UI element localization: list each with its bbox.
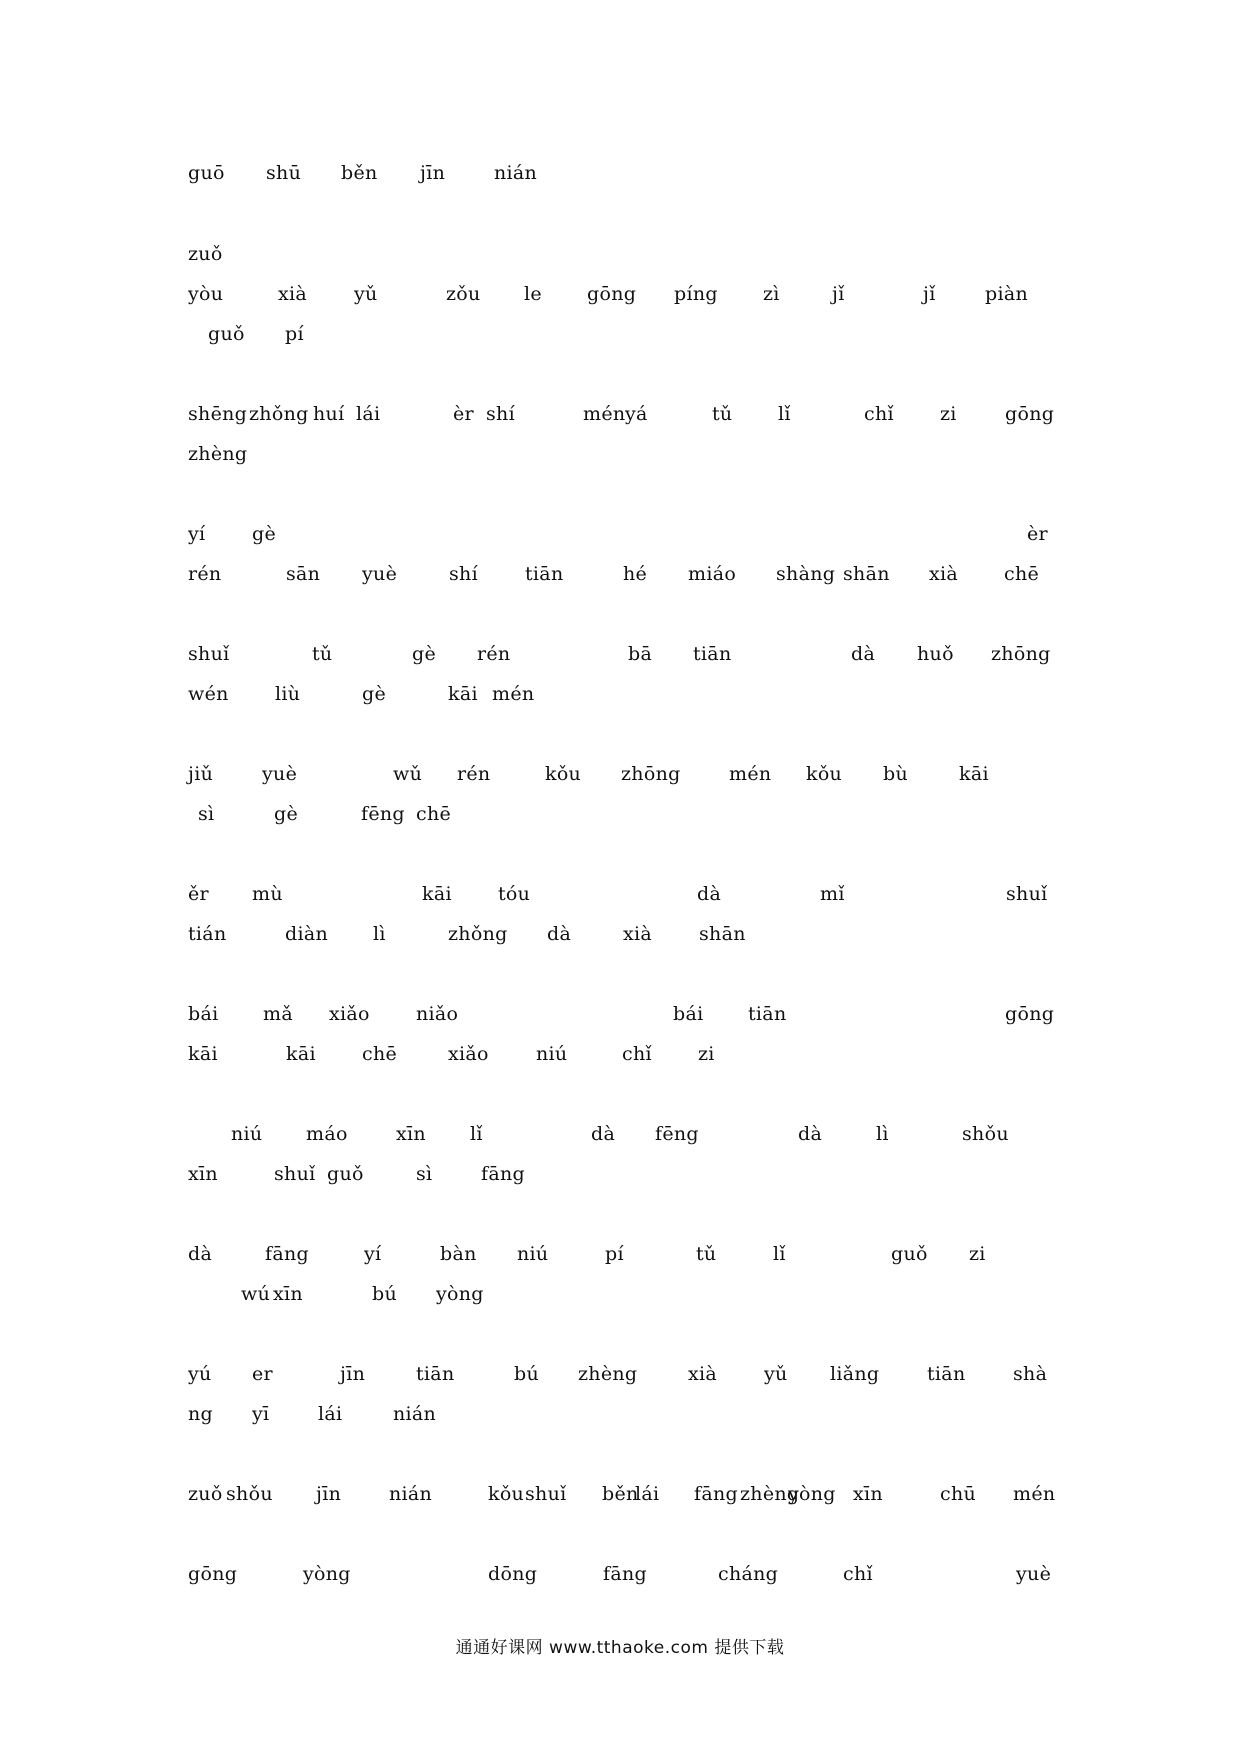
pinyin-syllable: niǎo bbox=[416, 1003, 459, 1025]
pinyin-syllable: dà bbox=[188, 1243, 213, 1265]
pinyin-syllable: liù bbox=[275, 683, 301, 705]
pinyin-syllable: xiǎo bbox=[448, 1043, 489, 1065]
pinyin-syllable: chū bbox=[940, 1483, 977, 1505]
pinyin-syllable: bàn bbox=[440, 1243, 477, 1265]
pinyin-syllable: zuǒ bbox=[188, 1483, 223, 1505]
pinyin-syllable: jǐ bbox=[923, 283, 936, 305]
pinyin-syllable: èr bbox=[1027, 523, 1048, 545]
pinyin-syllable: huí bbox=[313, 403, 345, 425]
pinyin-syllable: kāi bbox=[188, 1043, 218, 1065]
pinyin-syllable: jǐ bbox=[832, 283, 845, 305]
pinyin-syllable: yòng bbox=[788, 1483, 836, 1505]
pinyin-syllable: fēng bbox=[655, 1123, 699, 1145]
pinyin-syllable: gōng bbox=[188, 1563, 238, 1585]
pinyin-syllable: zhǒng bbox=[249, 403, 309, 425]
pinyin-syllable: tóu bbox=[498, 883, 531, 905]
pinyin-syllable: mén bbox=[583, 403, 626, 425]
pinyin-syllable: xīn bbox=[273, 1283, 303, 1305]
pinyin-syllable: mén bbox=[729, 763, 772, 785]
pinyin-syllable: cháng bbox=[718, 1563, 779, 1585]
pinyin-syllable: xīn bbox=[188, 1163, 218, 1185]
pinyin-syllable: kǒu bbox=[545, 763, 582, 785]
pinyin-syllable: shí bbox=[449, 563, 478, 585]
pinyin-syllable: shà bbox=[1013, 1363, 1048, 1385]
pinyin-syllable: bā bbox=[628, 643, 653, 665]
pinyin-syllable: zi bbox=[969, 1243, 986, 1265]
pinyin-syllable: rén bbox=[457, 763, 491, 785]
pinyin-syllable: shǒu bbox=[226, 1483, 273, 1505]
pinyin-syllable: dà bbox=[697, 883, 722, 905]
pinyin-syllable: ěr bbox=[188, 883, 209, 905]
pinyin-syllable: yuè bbox=[1016, 1563, 1052, 1585]
pinyin-line bbox=[0, 1042, 1240, 1072]
pinyin-syllable: chǐ bbox=[843, 1563, 873, 1585]
pinyin-syllable: chē bbox=[416, 803, 452, 825]
pinyin-line bbox=[0, 1282, 1240, 1312]
pinyin-syllable: yòng bbox=[303, 1563, 351, 1585]
pinyin-syllable: nián bbox=[389, 1483, 433, 1505]
pinyin-syllable: nián bbox=[494, 162, 538, 184]
pinyin-syllable: mén bbox=[492, 683, 535, 705]
pinyin-syllable: shū bbox=[266, 162, 302, 184]
pinyin-syllable: tǔ bbox=[696, 1243, 717, 1265]
pinyin-syllable: gōng bbox=[587, 283, 637, 305]
pinyin-line bbox=[0, 1482, 1240, 1512]
pinyin-line bbox=[0, 1122, 1240, 1152]
pinyin-syllable: le bbox=[524, 283, 542, 305]
pinyin-syllable: kǒu bbox=[488, 1483, 525, 1505]
pinyin-line bbox=[0, 1562, 1240, 1592]
pinyin-line bbox=[0, 682, 1240, 712]
pinyin-syllable: shān bbox=[843, 563, 890, 585]
pinyin-syllable: dà bbox=[547, 923, 572, 945]
pinyin-syllable: dà bbox=[591, 1123, 616, 1145]
pinyin-line bbox=[0, 322, 1240, 352]
pinyin-syllable: tián bbox=[188, 923, 227, 945]
pinyin-syllable: wén bbox=[188, 683, 229, 705]
pinyin-syllable: hé bbox=[623, 563, 648, 585]
pinyin-syllable: máo bbox=[306, 1123, 348, 1145]
pinyin-syllable: fāng bbox=[603, 1563, 647, 1585]
pinyin-syllable: lǐ bbox=[470, 1123, 483, 1145]
pinyin-syllable: chē bbox=[362, 1043, 398, 1065]
pinyin-syllable: jiǔ bbox=[188, 763, 214, 785]
pinyin-syllable: lái bbox=[318, 1403, 343, 1425]
pinyin-syllable: bái bbox=[188, 1003, 219, 1025]
pinyin-syllable: zhōng bbox=[991, 643, 1051, 665]
pinyin-syllable: guǒ bbox=[208, 323, 245, 345]
pinyin-syllable: bú bbox=[514, 1363, 539, 1385]
pinyin-syllable: yá bbox=[625, 403, 648, 425]
pinyin-syllable: yí bbox=[188, 523, 206, 545]
pinyin-syllable: lì bbox=[373, 923, 386, 945]
pinyin-syllable: xiǎo bbox=[329, 1003, 370, 1025]
pinyin-syllable: gōng bbox=[1005, 1003, 1055, 1025]
pinyin-syllable: kǒu bbox=[806, 763, 843, 785]
pinyin-syllable: xià bbox=[929, 563, 959, 585]
pinyin-syllable: shān bbox=[699, 923, 746, 945]
pinyin-syllable: nián bbox=[393, 1403, 437, 1425]
pinyin-syllable: mǐ bbox=[820, 883, 845, 905]
pinyin-line bbox=[0, 802, 1240, 832]
pinyin-syllable: shuǐ bbox=[274, 1163, 316, 1185]
pinyin-syllable: tiān bbox=[748, 1003, 787, 1025]
pinyin-syllable: zhèng bbox=[188, 443, 248, 465]
pinyin-syllable: yú bbox=[188, 1363, 212, 1385]
pinyin-syllable: niú bbox=[536, 1043, 568, 1065]
pinyin-syllable: er bbox=[252, 1363, 273, 1385]
pinyin-syllable: chǐ bbox=[622, 1043, 652, 1065]
pinyin-syllable: diàn bbox=[285, 923, 329, 945]
pinyin-syllable: shuǐ bbox=[188, 643, 230, 665]
pinyin-syllable: kāi bbox=[286, 1043, 316, 1065]
pinyin-syllable: gè bbox=[274, 803, 299, 825]
pinyin-syllable: sì bbox=[198, 803, 215, 825]
pinyin-syllable: lái bbox=[635, 1483, 660, 1505]
pinyin-line bbox=[0, 922, 1240, 952]
pinyin-syllable: niú bbox=[517, 1243, 549, 1265]
pinyin-syllable: yuè bbox=[262, 763, 298, 785]
pinyin-line bbox=[0, 282, 1240, 312]
pinyin-syllable: yī bbox=[252, 1403, 270, 1425]
pinyin-syllable: pí bbox=[605, 1243, 624, 1265]
pinyin-syllable: zuǒ bbox=[188, 243, 223, 265]
pinyin-syllable: ng bbox=[188, 1403, 213, 1425]
pinyin-line bbox=[0, 562, 1240, 592]
pinyin-syllable: lái bbox=[356, 403, 381, 425]
pinyin-syllable: shēng bbox=[188, 403, 248, 425]
pinyin-syllable: kāi bbox=[422, 883, 452, 905]
pinyin-syllable: shàng bbox=[776, 563, 836, 585]
pinyin-syllable: lì bbox=[876, 1123, 889, 1145]
pinyin-syllable: běn bbox=[341, 162, 378, 184]
pinyin-syllable: xià bbox=[623, 923, 653, 945]
pinyin-syllable: xià bbox=[278, 283, 308, 305]
pinyin-syllable: gè bbox=[252, 523, 277, 545]
pinyin-syllable: yí bbox=[364, 1243, 382, 1265]
pinyin-syllable: gōng bbox=[1005, 403, 1055, 425]
pinyin-syllable: fāng bbox=[694, 1483, 738, 1505]
pinyin-syllable: fāng bbox=[481, 1163, 525, 1185]
pinyin-syllable: shí bbox=[486, 403, 515, 425]
pinyin-syllable: fāng bbox=[265, 1243, 309, 1265]
pinyin-line bbox=[0, 762, 1240, 792]
pinyin-syllable: zì bbox=[763, 283, 780, 305]
pinyin-syllable: sì bbox=[416, 1163, 433, 1185]
pinyin-syllable: zǒu bbox=[446, 283, 481, 305]
pinyin-syllable: shuǐ bbox=[1006, 883, 1048, 905]
pinyin-syllable: zhǒng bbox=[448, 923, 508, 945]
pinyin-syllable: dà bbox=[798, 1123, 823, 1145]
pinyin-syllable: lǐ bbox=[773, 1243, 786, 1265]
pinyin-syllable: jīn bbox=[420, 162, 446, 184]
pinyin-syllable: xīn bbox=[853, 1483, 883, 1505]
pinyin-syllable: piàn bbox=[985, 283, 1029, 305]
pinyin-syllable: kāi bbox=[448, 683, 478, 705]
pinyin-syllable: yòng bbox=[436, 1283, 484, 1305]
pinyin-syllable: wú bbox=[241, 1283, 271, 1305]
pinyin-line bbox=[0, 402, 1240, 432]
pinyin-syllable: chē bbox=[1004, 563, 1040, 585]
pinyin-syllable: bú bbox=[372, 1283, 397, 1305]
pinyin-syllable: mù bbox=[252, 883, 283, 905]
pinyin-syllable: huǒ bbox=[917, 643, 954, 665]
pinyin-syllable: tiān bbox=[416, 1363, 455, 1385]
pinyin-syllable: gè bbox=[362, 683, 387, 705]
pinyin-syllable: guǒ bbox=[891, 1243, 928, 1265]
pinyin-syllable: yuè bbox=[362, 563, 398, 585]
pinyin-line bbox=[0, 1402, 1240, 1432]
pinyin-line bbox=[0, 1242, 1240, 1272]
pinyin-syllable: píng bbox=[674, 283, 718, 305]
pinyin-syllable: dà bbox=[851, 643, 876, 665]
pinyin-syllable: bù bbox=[883, 763, 908, 785]
pinyin-syllable: zhōng bbox=[621, 763, 681, 785]
pinyin-syllable: rén bbox=[477, 643, 511, 665]
pinyin-line bbox=[0, 642, 1240, 672]
pinyin-syllable: rén bbox=[188, 563, 222, 585]
pinyin-syllable: kāi bbox=[959, 763, 989, 785]
pinyin-syllable: xià bbox=[688, 1363, 718, 1385]
pinyin-syllable: xīn bbox=[396, 1123, 426, 1145]
pinyin-syllable: guō bbox=[188, 162, 225, 184]
pinyin-syllable: èr bbox=[453, 403, 474, 425]
pinyin-syllable: niú bbox=[231, 1123, 263, 1145]
pinyin-syllable: gè bbox=[412, 643, 437, 665]
pinyin-syllable: běn bbox=[602, 1483, 639, 1505]
pinyin-syllable: tiān bbox=[693, 643, 732, 665]
pinyin-syllable: dōng bbox=[488, 1563, 538, 1585]
pinyin-syllable: jīn bbox=[316, 1483, 342, 1505]
pinyin-syllable: yòu bbox=[188, 283, 224, 305]
pinyin-line bbox=[0, 1362, 1240, 1392]
pinyin-syllable: lǐ bbox=[778, 403, 791, 425]
pinyin-syllable: mén bbox=[1013, 1483, 1056, 1505]
pinyin-syllable: jīn bbox=[340, 1363, 366, 1385]
pinyin-syllable: zhèng bbox=[740, 1483, 800, 1505]
pinyin-syllable: tǔ bbox=[312, 643, 333, 665]
page-footer: 通通好课网 www.tthaoke.com 提供下载 bbox=[455, 1638, 785, 1658]
pinyin-syllable: bái bbox=[673, 1003, 704, 1025]
pinyin-line bbox=[0, 522, 1240, 552]
pinyin-syllable: tiān bbox=[525, 563, 564, 585]
pinyin-syllable: zi bbox=[940, 403, 957, 425]
pinyin-syllable: fēng bbox=[361, 803, 405, 825]
pinyin-line bbox=[0, 161, 1240, 191]
pinyin-line bbox=[0, 882, 1240, 912]
pinyin-line bbox=[0, 1162, 1240, 1192]
pinyin-syllable: sān bbox=[286, 563, 321, 585]
pinyin-syllable: tiān bbox=[927, 1363, 966, 1385]
pinyin-line bbox=[0, 242, 1240, 272]
pinyin-syllable: zi bbox=[698, 1043, 715, 1065]
pinyin-line bbox=[0, 442, 1240, 472]
pinyin-syllable: chǐ bbox=[864, 403, 894, 425]
pinyin-syllable: wǔ bbox=[393, 763, 423, 785]
pinyin-syllable: miáo bbox=[688, 563, 737, 585]
pinyin-syllable: guǒ bbox=[327, 1163, 364, 1185]
pinyin-syllable: zhèng bbox=[578, 1363, 638, 1385]
pinyin-syllable: shǒu bbox=[962, 1123, 1009, 1145]
pinyin-syllable: mǎ bbox=[263, 1003, 293, 1025]
pinyin-syllable: pí bbox=[285, 323, 304, 345]
pinyin-syllable: yǔ bbox=[354, 283, 378, 305]
pinyin-syllable: yǔ bbox=[764, 1363, 788, 1385]
pinyin-line bbox=[0, 1002, 1240, 1032]
pinyin-syllable: liǎng bbox=[830, 1363, 880, 1385]
pinyin-syllable: shuǐ bbox=[525, 1483, 567, 1505]
pinyin-syllable: tǔ bbox=[712, 403, 733, 425]
